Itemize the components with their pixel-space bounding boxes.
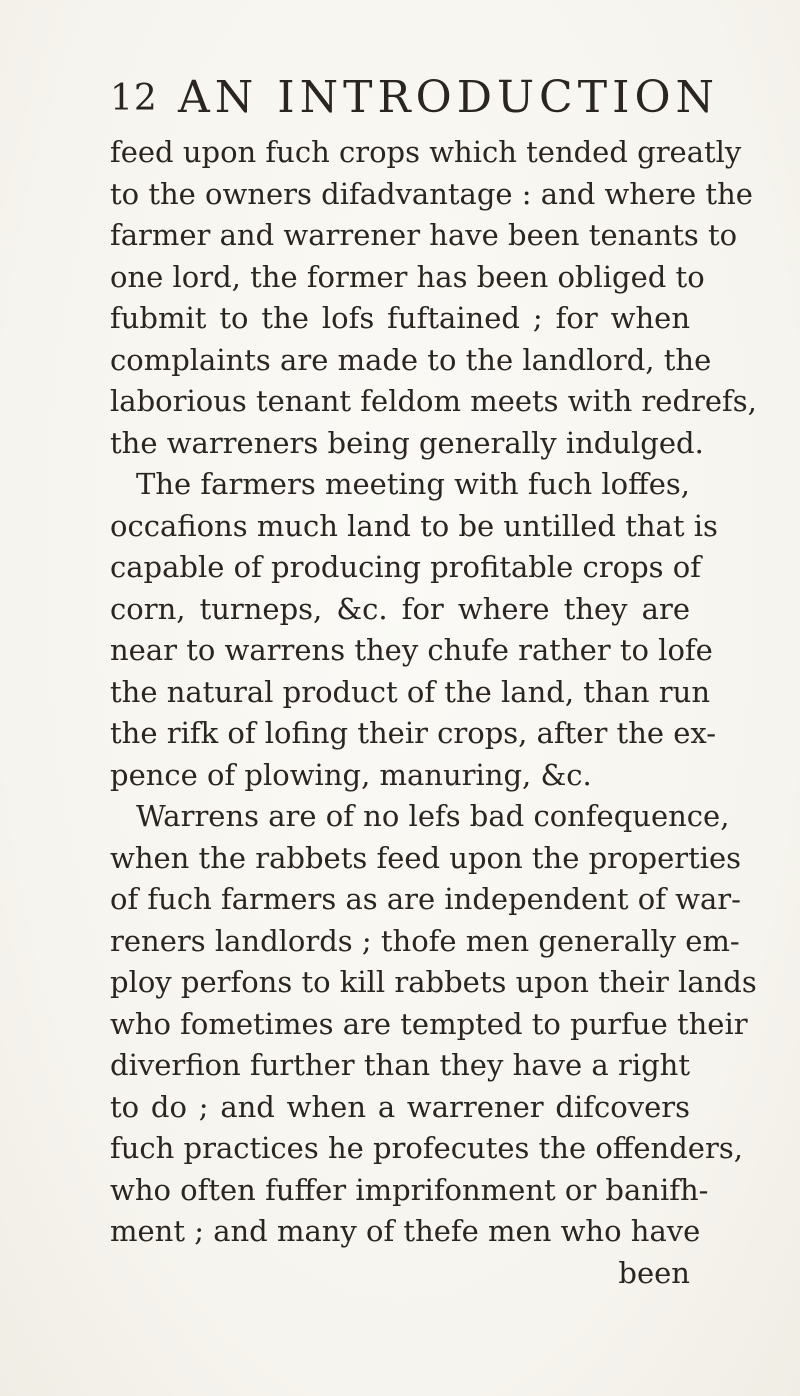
- text-line: capable of producing profitable crops of: [110, 550, 701, 584]
- text-line: near to warrens they chufe rather to lofe: [110, 633, 713, 667]
- text-line: Warrens are of no lefs bad confequence,: [136, 799, 730, 833]
- body-text: [110, 132, 757, 1294]
- text-line: one lord, the former has been obliged to: [110, 259, 705, 294]
- text-line: occafions much land to be untilled that is: [110, 508, 718, 543]
- text-line: of fuch farmers as are independent of war-: [110, 882, 741, 916]
- catchword: been: [618, 1255, 690, 1290]
- text-line: reners landlords ; thofe men generally em-: [110, 923, 740, 958]
- text-line: to do ; and when a warrener difcovers: [110, 1089, 690, 1124]
- text-line: The farmers meeting with fuch loffes,: [136, 467, 690, 501]
- page-header: [110, 72, 720, 123]
- text-line: the rifk of lofing their crops, after the ex-: [110, 716, 717, 750]
- text-line: corn, turneps, &c. for where they are: [110, 591, 690, 626]
- text-line: who often fuffer imprifonment or banifh-: [110, 1172, 709, 1207]
- text-line: complaints are made to the landlord, the: [110, 342, 712, 377]
- text-line: who fometimes are tempted to purfue their: [110, 1006, 748, 1041]
- text-line: when the rabbets feed upon the properties: [110, 840, 742, 875]
- text-line: the natural product of the land, than run: [110, 674, 710, 709]
- text-line: feed upon fuch crops which tended greatly: [110, 135, 742, 169]
- text-line: fuch practices he profecutes the offenders,: [110, 1131, 743, 1165]
- text-line: laborious tenant feldom meets with redrefs,: [110, 384, 757, 418]
- text-line: the warreners being generally indulged.: [110, 425, 704, 460]
- running-head: AN INTRODUCTION: [178, 72, 720, 123]
- text-line: to the owners difadvantage : and where the: [110, 176, 753, 211]
- page-number: 12: [110, 78, 158, 119]
- text-line: pence of plowing, manuring, &c.: [110, 757, 592, 792]
- text-line: ploy perfons to kill rabbets upon their lands: [110, 965, 757, 999]
- text-line: fubmit to the lofs fuftained ; for when: [110, 301, 690, 335]
- text-line: ment ; and many of thefe men who have: [110, 1214, 701, 1248]
- text-line: farmer and warrener have been tenants to: [110, 218, 738, 252]
- text-line: diverfion further than they have a right: [110, 1048, 690, 1082]
